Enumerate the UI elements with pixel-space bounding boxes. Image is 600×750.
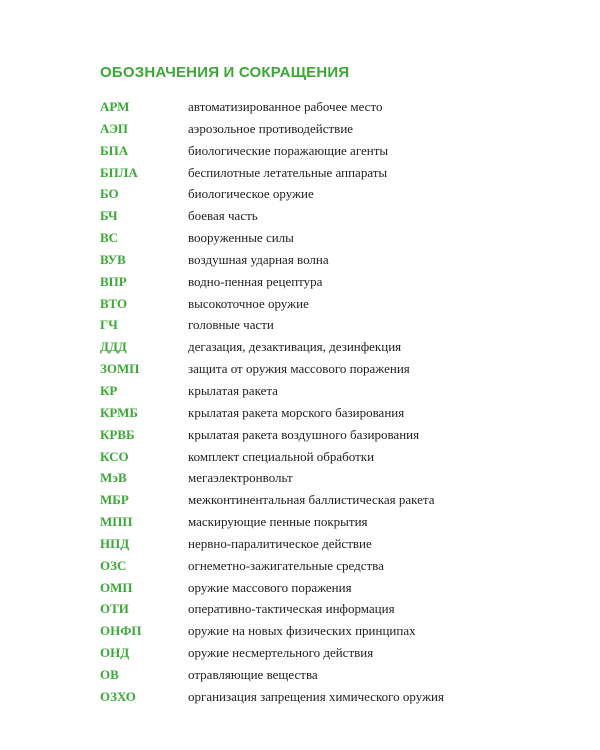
abbreviation-term: МБР bbox=[100, 492, 129, 508]
abbreviation-term: ГЧ bbox=[100, 317, 118, 333]
abbreviation-term: ОТИ bbox=[100, 601, 129, 617]
abbreviation-meaning: межконтинентальная баллистическая ракета bbox=[188, 492, 435, 508]
abbreviation-entry bbox=[100, 577, 560, 599]
abbreviation-term: БО bbox=[100, 186, 119, 202]
abbreviation-entry bbox=[100, 249, 560, 271]
abbreviation-meaning: биологические поражающие агенты bbox=[188, 142, 389, 158]
abbreviation-meaning: отравляющие вещества bbox=[188, 666, 318, 682]
abbreviation-entry bbox=[100, 598, 560, 620]
abbreviation-entry bbox=[100, 511, 560, 533]
abbreviation-entry bbox=[100, 96, 560, 118]
abbreviations-list bbox=[100, 96, 560, 708]
abbreviation-meaning: головные части bbox=[188, 317, 274, 333]
abbreviation-meaning: водно-пенная рецептура bbox=[188, 273, 323, 289]
abbreviation-entry bbox=[100, 402, 560, 424]
abbreviation-meaning: комплект специальной обработки bbox=[188, 448, 375, 464]
abbreviation-term: ВС bbox=[100, 230, 119, 246]
abbreviation-meaning: организация запрещения химического оружия bbox=[188, 688, 444, 704]
abbreviation-meaning: крылатая ракета bbox=[188, 382, 278, 398]
abbreviation-term: ВПР bbox=[100, 273, 127, 289]
abbreviation-term: ОМП bbox=[100, 579, 133, 595]
abbreviation-term: КР bbox=[100, 382, 118, 398]
abbreviation-term: БЧ bbox=[100, 208, 118, 224]
abbreviation-term: АЭП bbox=[100, 120, 128, 136]
abbreviation-term: ОЗС bbox=[100, 557, 127, 573]
page-title: ОБОЗНАЧЕНИЯ И СОКРАЩЕНИЯ bbox=[100, 64, 350, 81]
abbreviation-term: ВТО bbox=[100, 295, 128, 311]
abbreviation-entry bbox=[100, 183, 560, 205]
abbreviation-meaning: боевая часть bbox=[188, 208, 258, 224]
abbreviation-term: БПА bbox=[100, 142, 129, 158]
abbreviation-meaning: вооруженные силы bbox=[188, 230, 294, 246]
abbreviation-entry bbox=[100, 271, 560, 293]
abbreviation-term: ОЗХО bbox=[100, 688, 136, 704]
abbreviation-entry bbox=[100, 555, 560, 577]
abbreviation-entry bbox=[100, 336, 560, 358]
abbreviation-entry bbox=[100, 642, 560, 664]
abbreviation-term: БПЛА bbox=[100, 164, 138, 180]
abbreviation-meaning: оперативно-тактическая информация bbox=[188, 601, 395, 617]
abbreviation-meaning: аэрозольное противодействие bbox=[188, 120, 354, 136]
abbreviation-entry bbox=[100, 227, 560, 249]
abbreviation-entry bbox=[100, 446, 560, 468]
abbreviation-entry bbox=[100, 620, 560, 642]
abbreviation-term: ЗОМП bbox=[100, 361, 140, 377]
abbreviation-term: АРМ bbox=[100, 99, 130, 114]
abbreviation-entry bbox=[100, 118, 560, 140]
abbreviation-term: МПП bbox=[100, 514, 133, 530]
abbreviation-meaning: крылатая ракета воздушного базирования bbox=[188, 426, 420, 442]
abbreviation-entry bbox=[100, 664, 560, 686]
abbreviation-entry bbox=[100, 205, 560, 227]
abbreviation-meaning: огнеметно-зажигательные средства bbox=[188, 557, 384, 573]
abbreviation-entry bbox=[100, 424, 560, 446]
abbreviation-meaning: беспилотные летательные аппараты bbox=[188, 164, 388, 180]
abbreviation-meaning: оружие массового поражения bbox=[188, 579, 352, 595]
abbreviation-entry bbox=[100, 380, 560, 402]
abbreviation-entry bbox=[100, 467, 560, 489]
abbreviation-meaning: нервно-паралитическое действие bbox=[188, 535, 372, 551]
abbreviation-entry bbox=[100, 686, 560, 708]
abbreviation-meaning: защита от оружия массового поражения bbox=[188, 361, 410, 377]
abbreviation-meaning: биологическое оружие bbox=[188, 186, 314, 202]
abbreviation-term: ОВ bbox=[100, 666, 119, 682]
abbreviation-meaning: маскирующие пенные покрытия bbox=[188, 514, 368, 530]
abbreviation-term: КРВБ bbox=[100, 426, 135, 442]
abbreviation-entry bbox=[100, 162, 560, 184]
abbreviation-entry bbox=[100, 293, 560, 315]
abbreviation-term: ОНФП bbox=[100, 623, 142, 639]
abbreviation-entry bbox=[100, 533, 560, 555]
abbreviation-term: КСО bbox=[100, 448, 129, 464]
abbreviation-term: МэВ bbox=[100, 470, 127, 486]
abbreviation-meaning: оружие несмертельного действия bbox=[188, 645, 374, 661]
abbreviation-entry bbox=[100, 489, 560, 511]
abbreviation-meaning: мегаэлектронвольт bbox=[188, 470, 293, 486]
abbreviation-term: ДДД bbox=[100, 339, 127, 355]
abbreviation-entry bbox=[100, 358, 560, 380]
abbreviation-meaning: высокоточное оружие bbox=[188, 295, 309, 311]
abbreviation-meaning: воздушная ударная волна bbox=[188, 251, 329, 267]
abbreviation-meaning: дегазация, дезактивация, дезинфекция bbox=[188, 339, 402, 355]
abbreviation-meaning: автоматизированное рабочее место bbox=[188, 99, 383, 114]
abbreviation-term: НПД bbox=[100, 535, 130, 551]
abbreviation-term: ВУВ bbox=[100, 251, 126, 267]
abbreviation-entry bbox=[100, 140, 560, 162]
abbreviation-meaning: крылатая ракета морского базирования bbox=[188, 404, 405, 420]
abbreviation-term: ОНД bbox=[100, 645, 130, 661]
abbreviation-entry bbox=[100, 314, 560, 336]
abbreviation-term: КРМБ bbox=[100, 404, 138, 420]
abbreviation-meaning: оружие на новых физических принципах bbox=[188, 623, 416, 639]
